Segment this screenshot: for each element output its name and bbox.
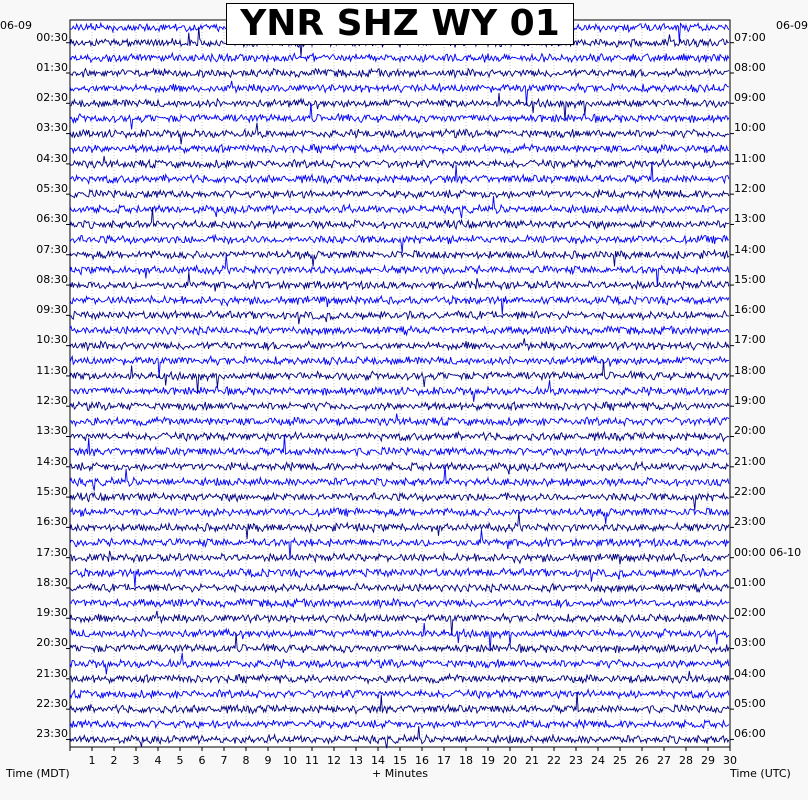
left-row-label: 12:30 [36, 394, 68, 408]
right-row-label: 15:00 [734, 272, 766, 286]
right-row-label: 20:00 [734, 424, 766, 438]
x-tick-label: 13 [349, 754, 363, 767]
x-tick-label: 7 [220, 754, 228, 767]
x-tick-label: 29 [701, 754, 715, 767]
x-tick-label: 8 [242, 754, 250, 767]
right-row-label: 22:00 [734, 484, 766, 498]
x-tick-label: 26 [635, 754, 649, 767]
left-row-label: 17:30 [36, 545, 68, 559]
left-row-label: 10:30 [36, 333, 68, 347]
left-row-label: 14:30 [36, 454, 68, 468]
x-tick-label: 1 [88, 754, 96, 767]
right-row-label: 03:00 [734, 636, 766, 650]
left-row-label: 22:30 [36, 696, 68, 710]
x-tick-label: 20 [503, 754, 517, 767]
left-row-label: 20:30 [36, 636, 68, 650]
x-tick-label: 22 [547, 754, 561, 767]
x-tick-label: 10 [283, 754, 297, 767]
left-row-label: 01:30 [36, 60, 68, 74]
right-row-label: 07:00 [734, 30, 766, 44]
left-row-label: 13:30 [36, 424, 68, 438]
right-row-label: 16:00 [734, 303, 766, 317]
left-date-label: 06-09 [0, 19, 32, 32]
left-row-label: 18:30 [36, 575, 68, 589]
x-tick-label: 27 [657, 754, 671, 767]
right-row-label: 13:00 [734, 212, 766, 226]
left-row-label: 19:30 [36, 606, 68, 620]
x-tick-label: 3 [132, 754, 140, 767]
left-row-label: 15:30 [36, 484, 68, 498]
x-tick-label: 23 [569, 754, 583, 767]
right-row-label: 23:00 [734, 515, 766, 529]
left-row-label: 05:30 [36, 182, 68, 196]
x-tick-label: 15 [393, 754, 407, 767]
left-row-label: 11:30 [36, 363, 68, 377]
x-tick-label: 24 [591, 754, 605, 767]
right-row-label: 14:00 [734, 242, 766, 256]
left-row-label: 03:30 [36, 121, 68, 135]
right-row-label: 08:00 [734, 60, 766, 74]
right-row-label: 00:00 06-10 [734, 545, 802, 559]
x-tick-label: 17 [437, 754, 451, 767]
right-row-label: 17:00 [734, 333, 766, 347]
right-row-label: 21:00 [734, 454, 766, 468]
x-tick-label: 30 [723, 754, 737, 767]
right-row-label: 19:00 [734, 394, 766, 408]
x-axis-label: + Minutes [372, 767, 429, 780]
left-row-label: 08:30 [36, 272, 68, 286]
x-tick-label: 14 [371, 754, 385, 767]
x-tick-label: 16 [415, 754, 429, 767]
x-tick-label: 9 [264, 754, 272, 767]
x-tick-label: 6 [198, 754, 206, 767]
right-row-label: 11:00 [734, 151, 766, 165]
right-row-label: 01:00 [734, 575, 766, 589]
right-row-label: 10:00 [734, 121, 766, 135]
x-tick-label: 28 [679, 754, 693, 767]
x-tick-label: 12 [327, 754, 341, 767]
x-tick-label: 2 [110, 754, 118, 767]
x-tick-label: 18 [459, 754, 473, 767]
right-date-label: 06-09 [776, 19, 808, 32]
x-tick-label: 5 [176, 754, 184, 767]
right-row-label: 04:00 [734, 666, 766, 680]
left-row-label: 06:30 [36, 212, 68, 226]
right-row-label: 05:00 [734, 696, 766, 710]
x-tick-label: 19 [481, 754, 495, 767]
x-tick-label: 25 [613, 754, 627, 767]
right-row-label: 09:00 [734, 91, 766, 105]
left-row-label: 02:30 [36, 91, 68, 105]
left-axis-label: Time (MDT) [6, 767, 70, 780]
x-tick-label: 11 [305, 754, 319, 767]
left-row-label: 00:30 [36, 30, 68, 44]
x-tick-label: 21 [525, 754, 539, 767]
left-row-label: 23:30 [36, 727, 68, 741]
right-row-label: 06:00 [734, 727, 766, 741]
right-row-label: 12:00 [734, 182, 766, 196]
chart-title: YNR SHZ WY 01 [240, 3, 560, 44]
title-box [226, 3, 574, 45]
left-row-label: 04:30 [36, 151, 68, 165]
x-tick-label: 4 [154, 754, 162, 767]
left-row-label: 21:30 [36, 666, 68, 680]
left-row-label: 09:30 [36, 303, 68, 317]
right-row-label: 02:00 [734, 606, 766, 620]
left-row-label: 16:30 [36, 515, 68, 529]
right-axis-label: Time (UTC) [730, 767, 791, 780]
right-row-label: 18:00 [734, 363, 766, 377]
left-row-label: 07:30 [36, 242, 68, 256]
